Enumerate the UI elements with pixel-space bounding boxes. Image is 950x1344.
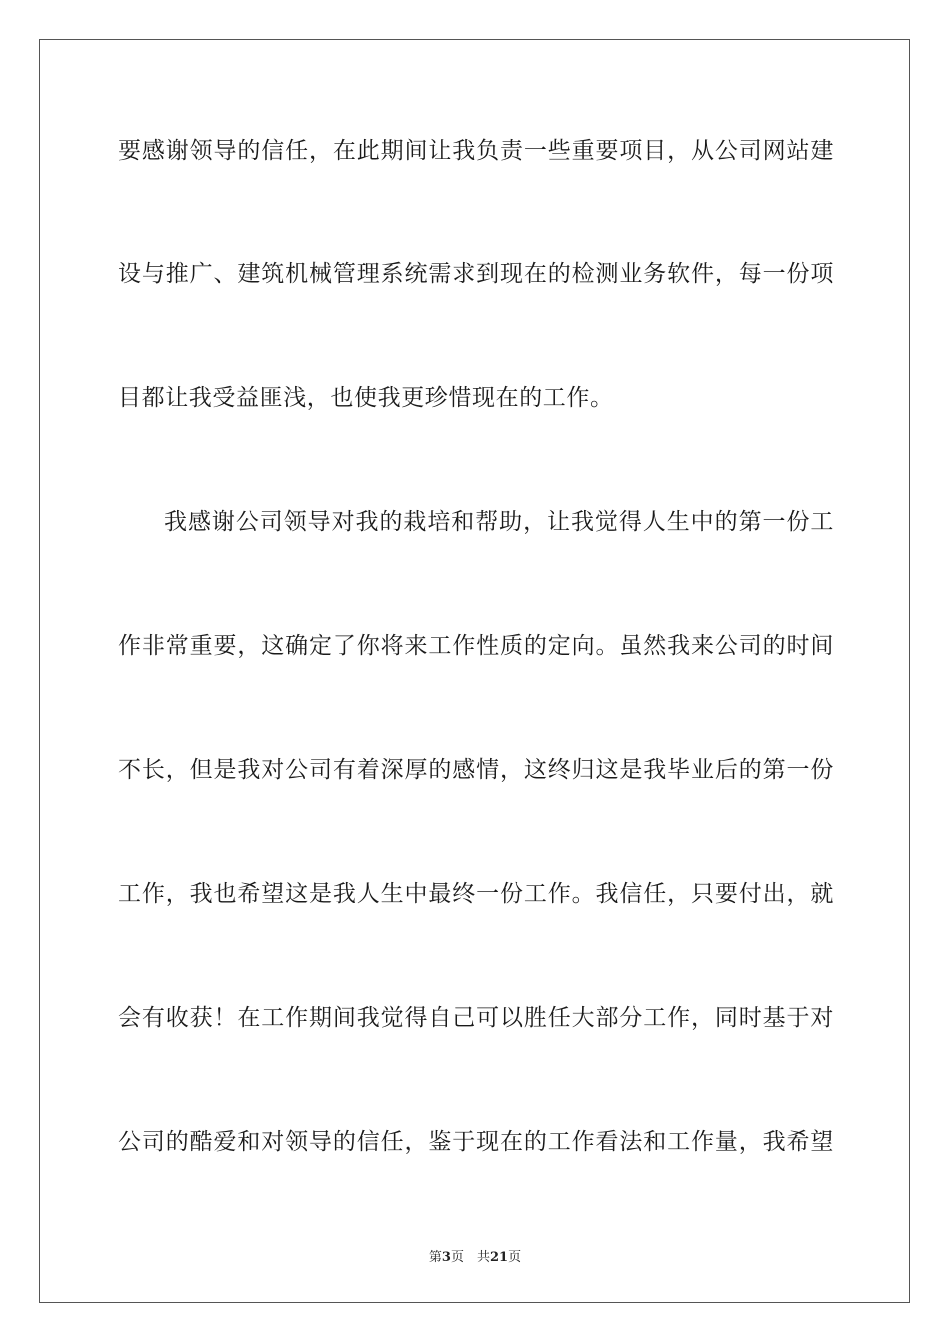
text-line: 工作，我也希望这是我人生中最终一份工作。我信任，只要付出，就 bbox=[118, 881, 834, 907]
footer-prefix: 第 bbox=[428, 1250, 442, 1265]
page-footer bbox=[0, 1246, 950, 1265]
text-line: 不长，但是我对公司有着深厚的感情，这终归这是我毕业后的第一份 bbox=[118, 757, 834, 783]
text-line: 设与推广、建筑机械管理系统需求到现在的检测业务软件，每一份项 bbox=[118, 261, 834, 287]
text-line: 公司的酷爱和对领导的信任，鉴于现在的工作看法和工作量，我希望 bbox=[118, 1129, 834, 1155]
current-page-number: 3 bbox=[441, 1250, 451, 1265]
text-line: 目都让我受益匪浅，也使我更珍惜现在的工作。 bbox=[118, 385, 614, 411]
text-line: 会有收获！在工作期间我觉得自己可以胜任大部分工作，同时基于对 bbox=[118, 1005, 834, 1031]
text-line: 要感谢领导的信任，在此期间让我负责一些重要项目，从公司网站建 bbox=[118, 138, 834, 164]
footer-suffix: 页 bbox=[508, 1250, 522, 1265]
footer-mid: 页 共 bbox=[450, 1250, 490, 1265]
paragraph-first-line: 我感谢公司领导对我的栽培和帮助，让我觉得人生中的第一份工 bbox=[164, 509, 834, 535]
page-border bbox=[39, 39, 910, 1303]
text-line: 作非常重要，这确定了你将来工作性质的定向。虽然我来公司的时间 bbox=[118, 633, 834, 659]
total-page-count: 21 bbox=[489, 1250, 509, 1265]
